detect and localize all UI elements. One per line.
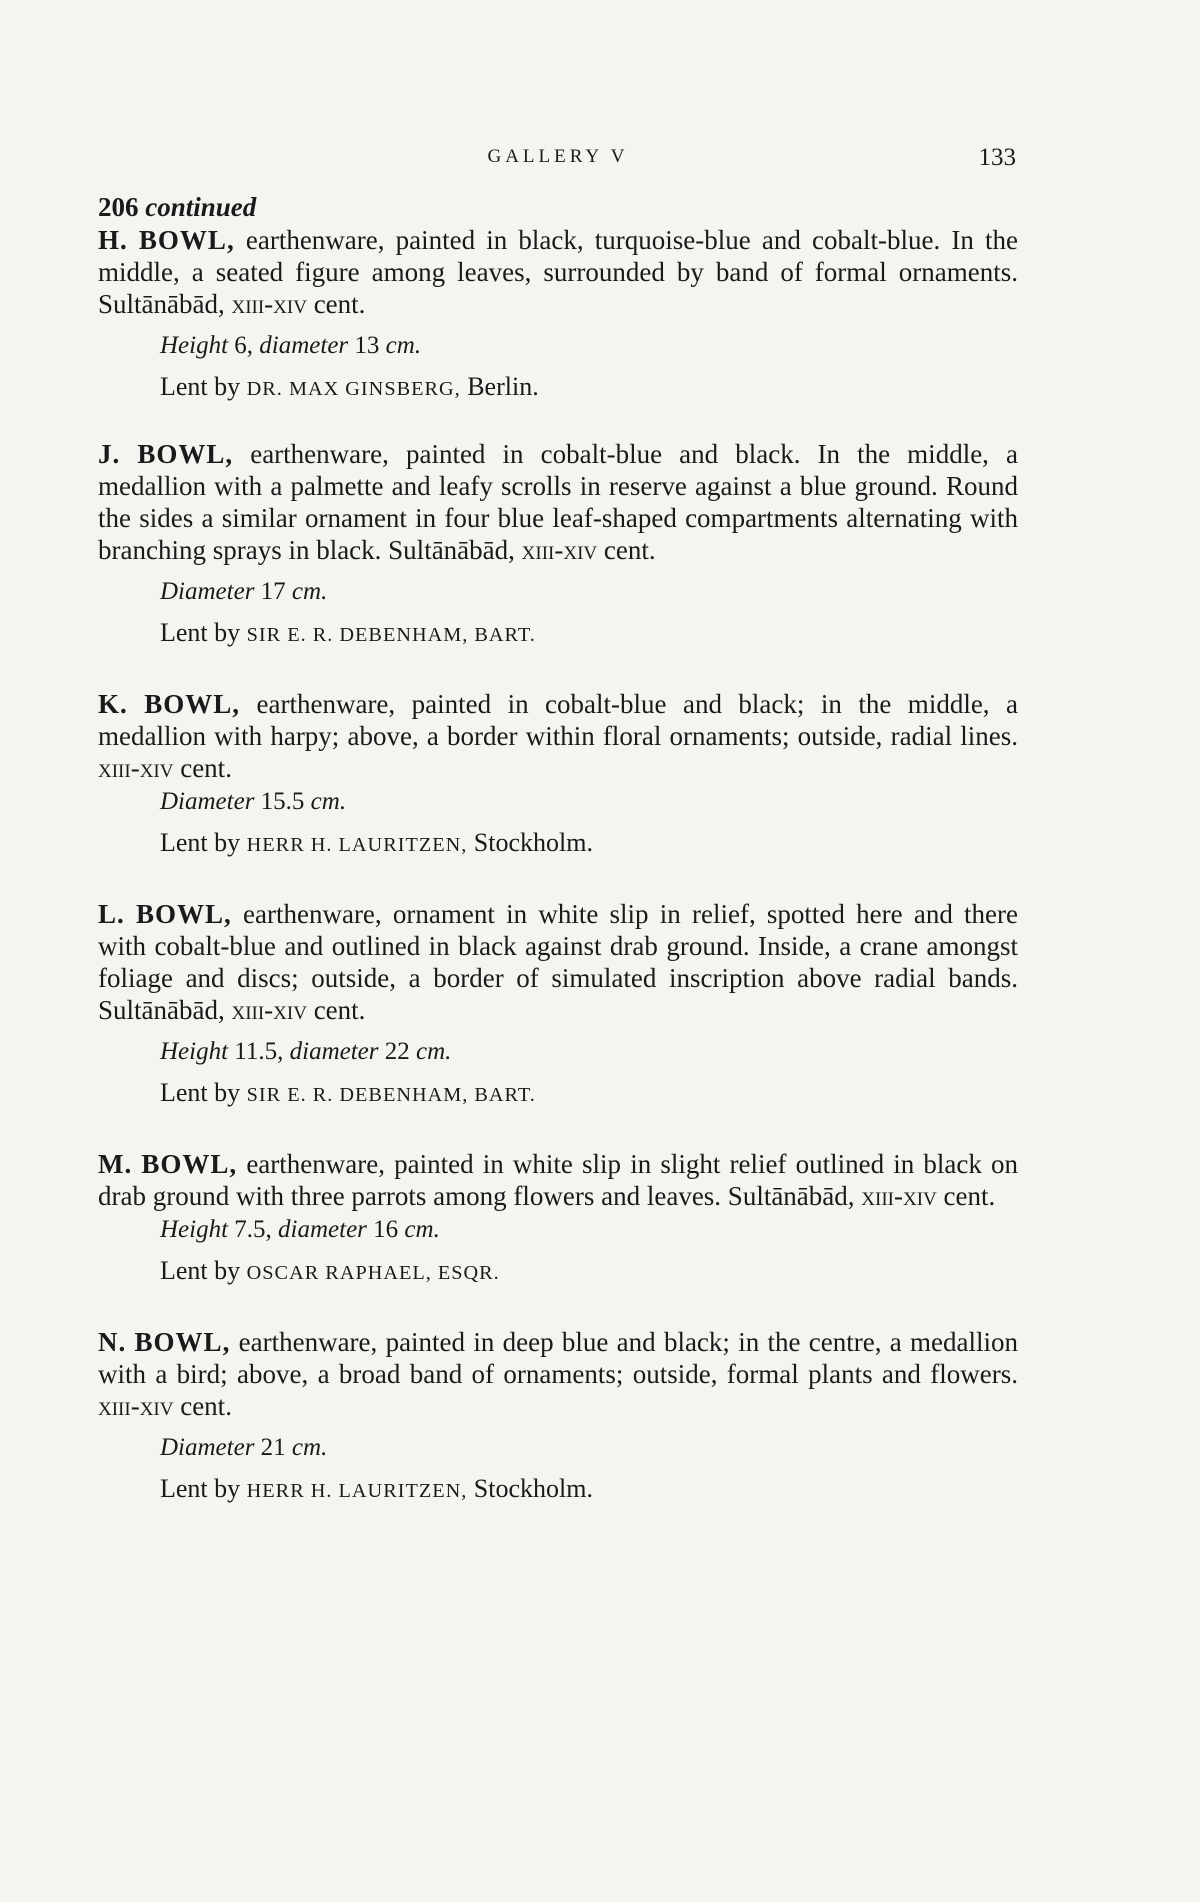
entry-period-suffix: cent.: [180, 753, 232, 783]
dimension-value: 16: [373, 1216, 399, 1243]
entry-period: xiii-xiv: [231, 995, 307, 1025]
entry-period: xiii-xiv: [98, 1391, 174, 1421]
dimension-value: 11.5,: [234, 1038, 284, 1065]
dimension-value: 6,: [234, 332, 254, 359]
entry-text: earthenware, painted in black, turquoise-blue and cobalt-blue. In the middle, a seated figure among leaves, surrounded by band of formal ornaments. Sultānābād,: [98, 225, 1019, 319]
lent-by-label: Lent by: [160, 1256, 241, 1285]
entry-period-suffix: cent.: [603, 535, 656, 565]
dimension-unit: cm.: [404, 1216, 440, 1243]
entry-period-suffix: cent.: [943, 1181, 996, 1211]
catalogue-entry: [98, 898, 1018, 1114]
dimension-label: Height: [160, 332, 229, 359]
dimension-label: diameter: [259, 332, 349, 359]
dimension-value: 13: [354, 332, 380, 359]
entry-letter: H.: [98, 225, 128, 255]
entry-letter: J.: [98, 439, 121, 469]
entry-letter: L.: [98, 899, 125, 929]
dimension-value: 22: [384, 1038, 410, 1065]
entry-text: earthenware, painted in cobalt-blue and black; in the middle, a medallion with harpy; above, a border within floral ornaments; outside, radial lines.: [98, 689, 1019, 751]
entry-object: BOWL,: [134, 1327, 231, 1357]
entry-dimensions: [98, 574, 1018, 610]
lender-name: HERR H. LAURITZEN,: [246, 1480, 468, 1502]
dimension-value: 17: [260, 578, 286, 605]
entry-period: xiii-xiv: [98, 753, 174, 783]
dimension-label: Height: [160, 1216, 229, 1243]
entry-description: [98, 1326, 1018, 1422]
dimension-unit: cm.: [416, 1038, 452, 1065]
dimension-unit: cm.: [310, 788, 347, 815]
entry-period-suffix: cent.: [313, 995, 366, 1025]
dimension-value: 15.5: [260, 788, 305, 815]
running-head: [98, 140, 1018, 180]
catalogue-entry: [98, 224, 1018, 408]
lender-name: SIR E. R. DEBENHAM, BART.: [246, 1084, 536, 1106]
entry-text: earthenware, painted in deep blue and black; in the centre, a medallion with a bird; above, a broad band of ornaments; outside, formal plants and flowers.: [98, 1327, 1019, 1389]
lender-name: OSCAR RAPHAEL, ESQR.: [246, 1262, 500, 1284]
entry-lender: [98, 1470, 1018, 1510]
entry-object: BOWL,: [138, 225, 235, 255]
dimension-label: Diameter: [160, 1434, 255, 1461]
entry-period-suffix: cent.: [313, 289, 366, 319]
lender-place: Stockholm.: [473, 1474, 593, 1503]
dimension-unit: cm.: [291, 1434, 328, 1461]
entry-period: xiii-xiv: [231, 289, 307, 319]
dimension-label: Diameter: [160, 578, 255, 605]
entry-period-suffix: cent.: [180, 1391, 232, 1421]
dimension-label: diameter: [278, 1216, 367, 1243]
catalogue-entry: [98, 1326, 1018, 1510]
lender-name: DR. MAX GINSBERG,: [246, 378, 461, 400]
dimension-label: Diameter: [160, 788, 255, 815]
dimension-unit: cm.: [291, 578, 328, 605]
dimension-label: Height: [160, 1038, 229, 1065]
entry-letter: K.: [98, 689, 128, 719]
entry-object: BOWL,: [136, 899, 232, 929]
catalogue-entry: [98, 688, 1018, 864]
entry-text: earthenware, painted in white slip in slight relief outlined in black on drab ground with three parrots among flowers and leaves. Sultānābād,: [98, 1149, 1019, 1211]
catalogue-page: [98, 140, 1018, 1538]
dimension-unit: cm.: [385, 332, 422, 359]
entry-letter: M.: [98, 1149, 133, 1179]
lent-by-label: Lent by: [160, 1474, 241, 1503]
lender-name: HERR H. LAURITZEN,: [246, 834, 468, 856]
entry-object: BOWL,: [144, 689, 241, 719]
entry-lender: [98, 368, 1018, 408]
entry-dimensions: [98, 1034, 1018, 1070]
continued-label: continued: [145, 192, 257, 222]
entry-description: [98, 224, 1018, 320]
gallery-title: GALLERY V: [487, 146, 629, 167]
entry-period: xiii-xiv: [521, 535, 598, 565]
lent-by-label: Lent by: [160, 372, 241, 401]
entry-lender: [98, 1252, 1018, 1292]
entry-description: [98, 438, 1018, 566]
entry-number: 206: [98, 192, 139, 222]
entry-description: [98, 688, 1018, 784]
entry-letter: N.: [98, 1327, 127, 1357]
lender-name: SIR E. R. DEBENHAM, BART.: [246, 624, 536, 646]
lent-by-label: Lent by: [160, 1078, 241, 1107]
entry-lender: [98, 824, 1018, 864]
entry-text: earthenware, ornament in white slip in relief, spotted here and there with cobalt-blue and outlined in black against drab ground. Inside, a crane amongst foliage and discs; outside, a border of simulated inscription above radial bands. Sultānābād,: [98, 899, 1019, 1025]
entry-object: BOWL,: [137, 439, 234, 469]
page-number: 133: [978, 144, 1016, 171]
catalogue-entry: [98, 1148, 1018, 1292]
entry-lender: [98, 1074, 1018, 1114]
entry-dimensions: [98, 1430, 1018, 1466]
continued-heading: [98, 190, 1018, 224]
entry-object: BOWL,: [141, 1149, 238, 1179]
catalogue-entry: [98, 438, 1018, 654]
lent-by-label: Lent by: [160, 828, 241, 857]
entry-dimensions: [98, 784, 1018, 820]
lent-by-label: Lent by: [160, 618, 241, 647]
entry-period: xiii-xiv: [861, 1181, 937, 1211]
entry-text: earthenware, painted in cobalt-blue and black. In the middle, a medallion with a palmette and leafy scrolls in reserve against a blue ground. Round the sides a similar ornament in four blue leaf-shaped compartments alternating with branching sprays in black. Sultānābād,: [98, 439, 1018, 565]
entry-description: [98, 898, 1018, 1026]
entry-dimensions: [98, 328, 1018, 364]
lender-place: Berlin.: [467, 372, 539, 401]
dimension-label: diameter: [289, 1038, 379, 1065]
entry-dimensions: [98, 1212, 1018, 1248]
lender-place: Stockholm.: [473, 828, 593, 857]
entry-lender: [98, 614, 1018, 654]
entry-description: [98, 1148, 1018, 1212]
dimension-value: 21: [260, 1434, 286, 1461]
dimension-value: 7.5,: [234, 1216, 272, 1243]
